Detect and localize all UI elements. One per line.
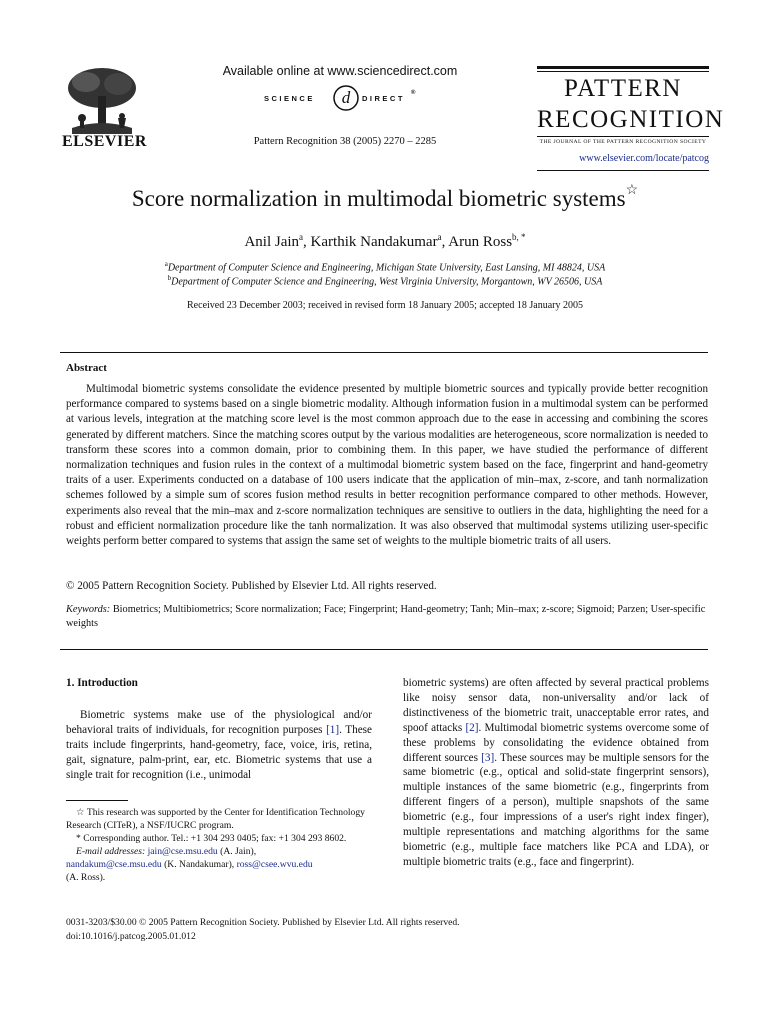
citation-link[interactable]: [3] bbox=[481, 751, 495, 764]
footnotes bbox=[66, 806, 372, 885]
intro-text: . Multimodal biometric systems overcome some of these problems by consolidating the evidence obtained from different sources bbox=[403, 721, 709, 764]
sd-at-icon bbox=[332, 84, 360, 112]
email-owner: (K. Nandakumar), bbox=[161, 859, 237, 871]
sd-right-text: DIRECT bbox=[362, 94, 405, 103]
article-title bbox=[60, 183, 710, 212]
affiliation bbox=[60, 274, 710, 287]
publication-info bbox=[66, 916, 460, 944]
intro-text: biometric systems) are often affected by several practical problems like noisy sensor data, non-universality and/or lack of distinctiveness of the biometric trait, unacceptable error rates, and spoof attacks bbox=[403, 677, 709, 734]
keywords bbox=[66, 603, 708, 632]
elsevier-tree-logo bbox=[62, 66, 142, 134]
journal-citation: Pattern Recognition 38 (2005) 2270 – 2285 bbox=[253, 136, 437, 147]
title-footnote-mark[interactable]: ☆ bbox=[625, 183, 639, 198]
article-title-text: Score normalization in multimodal biometric systems bbox=[131, 186, 626, 211]
issn-line: 0031-3203/$30.00 © 2005 Pattern Recognition Society. Published by Elsevier Ltd. All rights reserved. bbox=[66, 917, 460, 928]
publisher-name: ELSEVIER bbox=[62, 133, 147, 150]
journal-masthead bbox=[537, 66, 725, 145]
available-online-text: Available online at www.sciencedirect.com bbox=[222, 64, 458, 78]
svg-text:d: d bbox=[341, 88, 351, 107]
intro-paragraph-left bbox=[66, 708, 372, 783]
affiliation bbox=[60, 260, 710, 273]
footnote-emails-cont bbox=[66, 858, 372, 871]
email-link[interactable]: nandakum@cse.msu.edu bbox=[66, 859, 162, 871]
abstract-top-rule bbox=[60, 352, 708, 353]
intro-text: . These traits include fingerprints, hand-geometry, face, voice, iris, retina, gait, signature, palm-print, ear, etc. Biometric systems that use a single trait for recognition (i.e., unimodal bbox=[66, 723, 372, 781]
affiliation-mark: a bbox=[164, 260, 168, 268]
footnote-funding bbox=[66, 806, 372, 832]
abstract-copyright: © 2005 Pattern Recognition Society. Published by Elsevier Ltd. All rights reserved. bbox=[66, 580, 437, 592]
sciencedirect-logo bbox=[262, 84, 422, 112]
author-separator: , bbox=[303, 234, 311, 250]
intro-text: . These sources may be multiple sensors for the same biometric (e.g., optical and solid-state fingerprint sensors), multiple instances of the same biometric (e.g., fingerprints from different fingers of a person), multiple snapshots of the same biometric (e.g., four impressions of a user's right index finger), multiple representations and matching algorithms for the same biometric (e.g., multiple face matchers like PCA and LDA), or multiple biometric traits (e.g., face and fingerprint). bbox=[403, 751, 709, 868]
email-owner: (A. Ross). bbox=[66, 872, 106, 884]
journal-name-line2: RECOGNITION bbox=[537, 106, 725, 133]
section-heading-introduction: 1. Introduction bbox=[66, 677, 138, 689]
journal-name-line1: PATTERN bbox=[564, 75, 682, 102]
email-owner: (A. Jain), bbox=[217, 846, 257, 858]
sd-left-text: SCIENCE bbox=[264, 94, 315, 103]
author-affiliation-mark: b, * bbox=[512, 232, 526, 242]
citation-link[interactable]: [1] bbox=[326, 723, 340, 736]
affiliation-mark: b bbox=[167, 274, 172, 282]
intro-paragraph-right bbox=[403, 676, 709, 870]
footnote-emails bbox=[66, 845, 372, 858]
affiliation-text: Department of Computer Science and Engineering, West Virginia University, Morgantown, WV 26506, USA bbox=[171, 276, 603, 288]
abstract-bottom-rule bbox=[60, 649, 708, 650]
sd-registered-mark: ® bbox=[411, 90, 416, 96]
intro-text: Biometric systems make use of the physiological and/or behavioral traits of individuals, for recognition purposes bbox=[66, 709, 372, 736]
email-link[interactable]: jain@cse.msu.edu bbox=[147, 846, 218, 858]
author-list bbox=[60, 232, 710, 251]
email-label: E-mail addresses: bbox=[76, 846, 146, 858]
author-separator: , bbox=[441, 234, 449, 250]
affiliation-text: Department of Computer Science and Engineering, Michigan State University, East Lansing, MI 48824, USA bbox=[167, 262, 606, 274]
received-dates: Received 23 December 2003; received in revised form 18 January 2005; accepted 18 January 2005 bbox=[187, 300, 583, 311]
doi-line: doi:10.1016/j.patcog.2005.01.012 bbox=[66, 931, 196, 942]
author-affiliation-mark: a bbox=[299, 232, 304, 242]
author-name: Karthik Nandakumar bbox=[310, 234, 438, 250]
masthead-rule-thin bbox=[537, 71, 709, 72]
journal-url-link[interactable]: www.elsevier.com/locate/patcog bbox=[579, 153, 709, 164]
citation-link[interactable]: [2] bbox=[465, 721, 479, 734]
masthead-rule-thick bbox=[537, 66, 709, 69]
footnote-rule bbox=[66, 800, 128, 801]
author-name: Anil Jain bbox=[244, 234, 300, 250]
footnote-mark: ☆ bbox=[76, 807, 85, 818]
footnote-text: This research was supported by the Center for Identification Technology Research (CITeR), a NSF/IUCRC program. bbox=[66, 807, 365, 832]
header-rule bbox=[537, 170, 709, 171]
abstract-heading: Abstract bbox=[66, 362, 107, 374]
journal-subtitle: THE JOURNAL OF THE PATTERN RECOGNITION SOCIETY bbox=[537, 136, 709, 145]
footnote-corresponding: * Corresponding author. Tel.: +1 304 293 0405; fax: +1 304 293 8602. bbox=[76, 833, 347, 845]
author-affiliation-mark: a bbox=[437, 232, 442, 242]
email-link[interactable]: ross@csee.wvu.edu bbox=[236, 859, 313, 871]
author-name: Arun Ross bbox=[448, 234, 513, 250]
abstract-body: Multimodal biometric systems consolidate the evidence presented by multiple biometric sources and typically provide better recognition performance compared to systems based on a single biometric modality. Although information fusion in a multimodal system can be performed at various levels, integration at the matching score level is the most common approach due to the ease in accessing and combining the scores generated by different matchers. Since the matching scores output by the various modalities are heterogeneous, score normalization is needed to transform these scores into a common domain, prior to combining them. In this paper, we have studied the performance of different normalization techniques and fusion rules in the context of a multimodal biometric system based on the face, fingerprint and hand-geometry traits of a user. Experiments conducted on a database of 100 users indicate that the application of min–max, z-score, and tanh normalization schemes followed by a simple sum of scores fusion method results in better recognition performance compared to other methods. However, experiments also reveal that the min–max and z-score normalization techniques are sensitive to outliers in the data, highlighting the need for a robust and efficient normalization procedure like the tanh normalization. It was also observed that multimodal systems utilizing user-specific weights perform better compared to systems that assign the same set of weights to the multiple biometric traits of all users. bbox=[66, 383, 708, 548]
keywords-label: Keywords: bbox=[66, 604, 111, 615]
keywords-list: Biometrics; Multibiometrics; Score normalization; Face; Fingerprint; Hand-geometry; Tanh; Min–max; z-score; Sigmoid; Parzen; User-specific weights bbox=[66, 604, 706, 630]
